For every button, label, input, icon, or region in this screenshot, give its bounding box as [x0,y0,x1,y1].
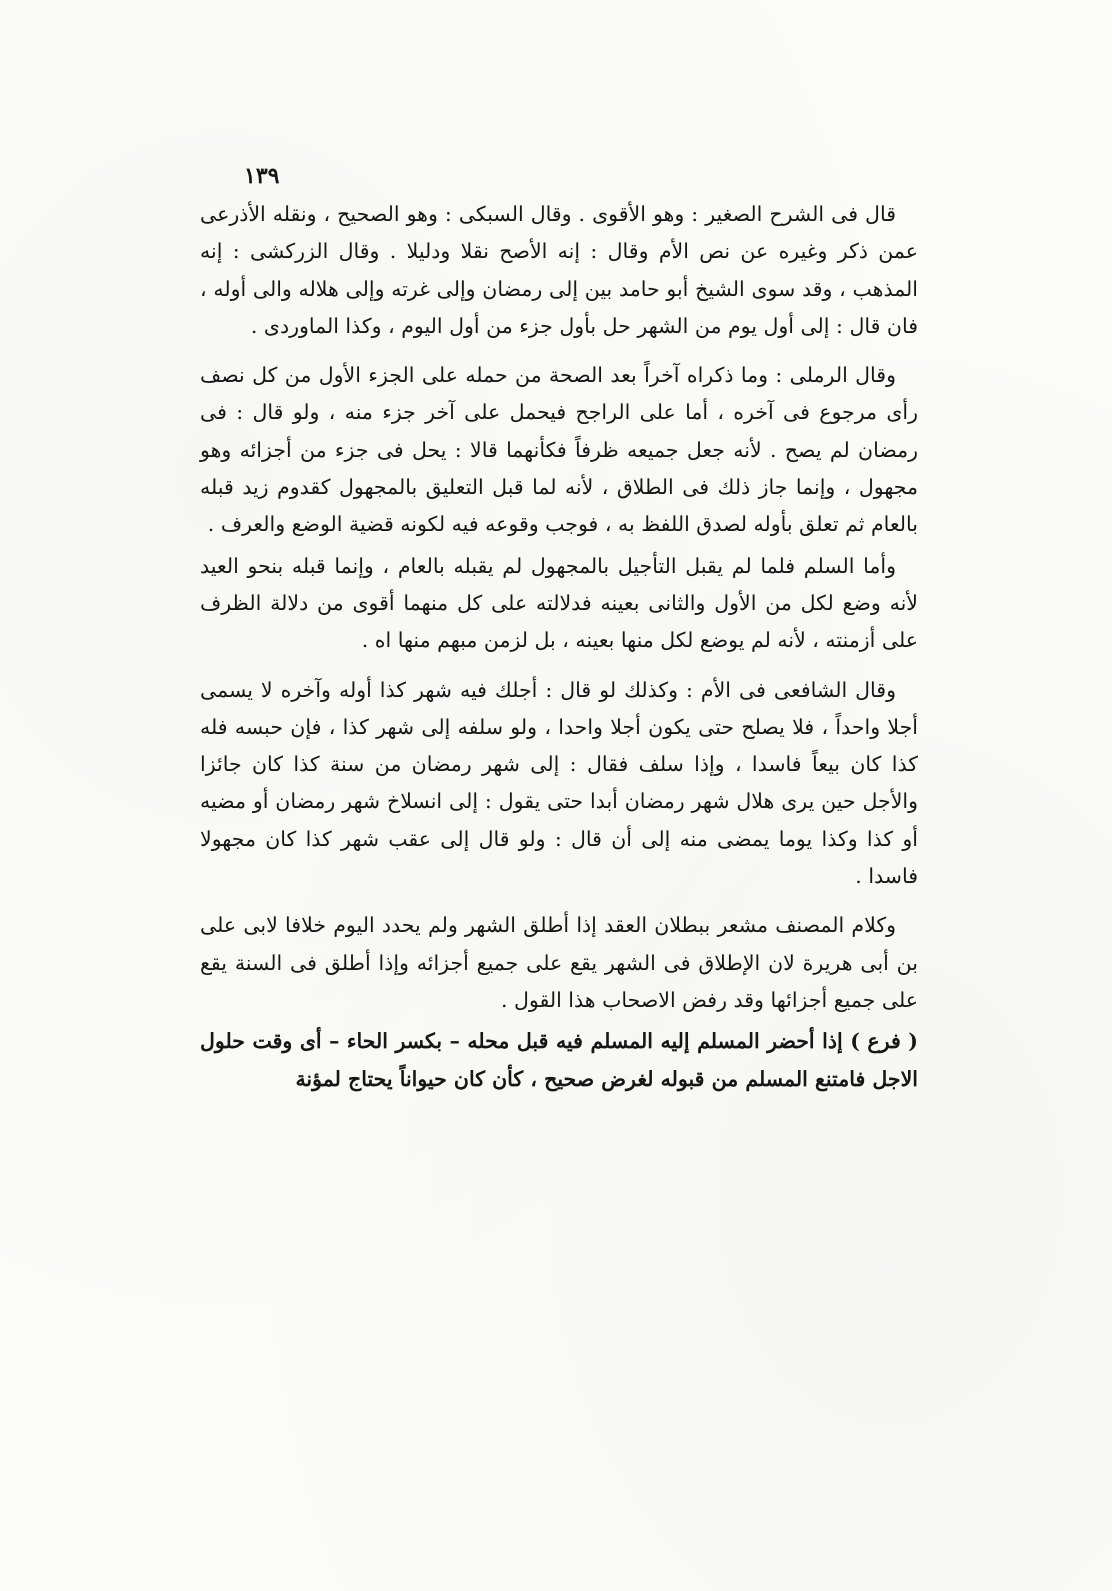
paragraph-1: قال فى الشرح الصغير : وهو الأقوى . وقال السبكى : وهو الصحيح ، ونقله الأذرعى عمن ذكر وغيره عن نص الأم وقال : إنه الأصح نقلا ودليلا . وقال الزركشى : إنه المذهب ، وقد سوى الشيخ أبو حامد بين إلى رمضان وإلى غرته وإلى هلاله والى أوله ، فان قال : إلى أول يوم من الشهر حل بأول جزء من أول اليوم ، وكذا الماوردى . [200,202,918,338]
page-number: ١٣٩ [244,163,280,189]
paragraph-2: وقال الرملى : وما ذكراه آخراً بعد الصحة من حمله على الجزء الأول من كل نصف رأى مرجوع فى آخره ، أما على الراجح فيحمل على آخر جزء منه ، ولو قال : فى رمضان لم يصح . لأنه جعل جميعه ظرفاً فكأنهما قالا : يحل فى جزء من أجزائه وهو مجهول ، وإنما جاز ذلك فى الطلاق ، لأنه لما قبل التعليق بالمجهول كقدوم زيد قبله بالعام ثم تعلق بأوله لصدق اللفظ به ، فوجب وقوعه فيه لكونه قضية الوضع والعرف . [200,363,918,537]
paragraph-5: وكلام المصنف مشعر ببطلان العقد إذا أطلق الشهر ولم يحدد اليوم خلافا لابى على بن أبى هريرة لان الإطلاق فى الشهر يقع على جميع أجزائه وإذا أطلق فى السنة يقع على جميع أجزائها وقد رفض الاصحاب هذا القول . [200,913,918,1012]
paragraph-3: وأما السلم فلما لم يقبل التأجيل بالمجهول لم يقبله بالعام ، وإنما قبله بنحو العيد لأنه وضع لكل من الأول والثانى بعينه فدلالته على كل منهما أقوى من دلالة الظرف على أزمنته ، لأنه لم يوضع لكل منها بعينه ، بل لزمن مبهم منها اه . [200,553,918,653]
paragraph-6: ( فرع ) إذا أحضر المسلم إليه المسلم فيه قبل محله – بكسر الحاء – أى وقت حلول الاجل فامتنع المسلم من قبوله لغرض صحيح ، كأن كان حيواناً يحتاج لمؤنة [200,1029,918,1091]
paragraph-4: وقال الشافعى فى الأم : وكذلك لو قال : أجلك فيه شهر كذا أوله وآخره لا يسمى أجلا واحداً ، فلا يصلح حتى يكون أجلا واحدا ، ولو سلفه إلى شهر كذا ، فإن حبسه فله كذا كان بيعاً فاسدا ، وإذا سلف فقال : إلى شهر رمضان من سنة كذا كان جائزا والأجل حين يرى هلال شهر رمضان أبدا حتى يقول : إلى انسلاخ شهر رمضان أو مضيه أو كذا وكذا يوما يمضى منه إلى أن قال : ولو قال إلى عقب شهر كذا كان مجهولا فاسدا . [200,677,918,889]
body-text [200,196,918,1098]
